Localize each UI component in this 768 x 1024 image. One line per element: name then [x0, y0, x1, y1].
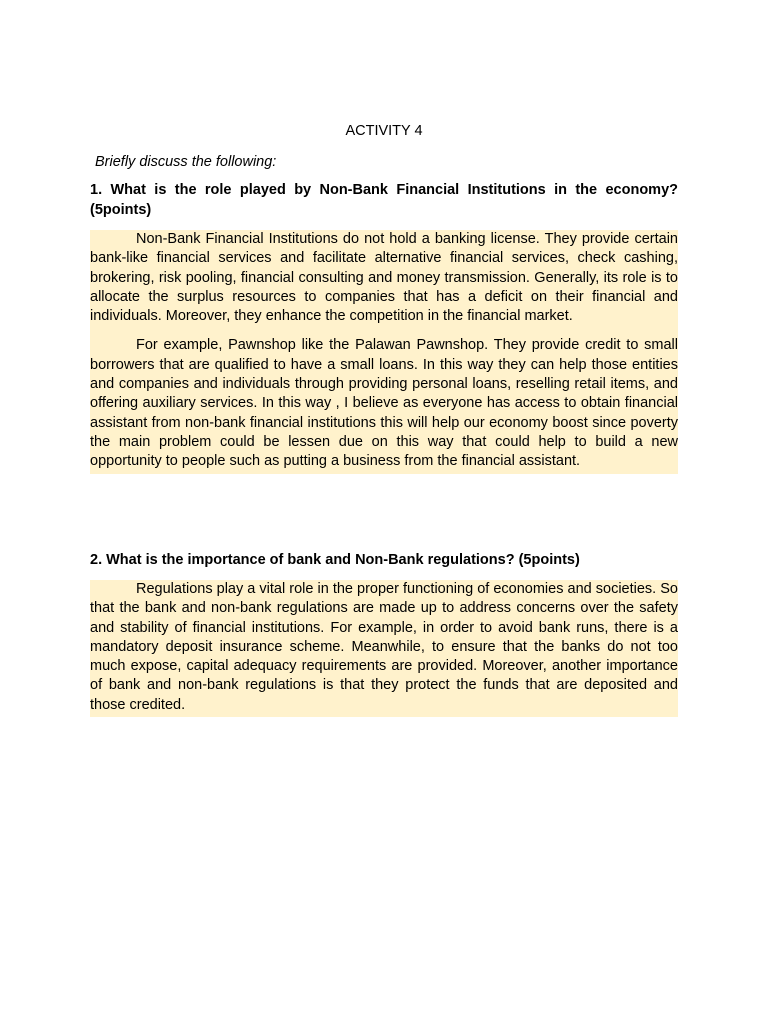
instruction-text: Briefly discuss the following: [95, 154, 277, 170]
question-1: 1. What is the role played by Non-Bank Financial Institutions in the economy? (5points) [90, 182, 678, 218]
question-2: 2. What is the importance of bank and Non-Bank regulations? (5points) [90, 552, 580, 568]
answer-1 [90, 230, 678, 474]
answer-1-paragraph-2: For example, Pawnshop like the Palawan Pawnshop. They provide credit to small borrowers that are qualified to have a small loans. In this way they can help those entities and companies and individuals through providing personal loans, reselling retail items, and offering auxiliary services. In this way , I believe as everyone has access to obtain financial assistant from non-bank financial institutions this will help our economy boost since poverty the main problem could be lessen due on this way that could help to build a new opportunity to people such as putting a business from the financial assistant. [90, 337, 678, 470]
page-title: ACTIVITY 4 [345, 123, 423, 139]
answer-2 [90, 580, 678, 717]
answer-1-paragraph-1: Non-Bank Financial Institutions do not hold a banking license. They provide certain bank-like financial services and facilitate alternative financial services, check cashing, brokering, risk pooling, financial consulting and money transmission. Generally, its role is to allocate the surplus resources to companies that has a deficit on their financial and individuals. Moreover, they enhance the competition in the financial market. [90, 231, 678, 325]
answer-2-paragraph-1: Regulations play a vital role in the proper functioning of economies and societies. So that the bank and non-bank regulations are made up to address concerns over the safety and stability of financial institutions. For example, in order to avoid bank runs, there is a mandatory deposit insurance scheme. Meanwhile, to ensure that the banks do not too much expose, capital adequacy requirements are provided. Moreover, another importance of bank and non-bank regulations is that they protect the funds that are deposited and those credited. [90, 581, 678, 713]
